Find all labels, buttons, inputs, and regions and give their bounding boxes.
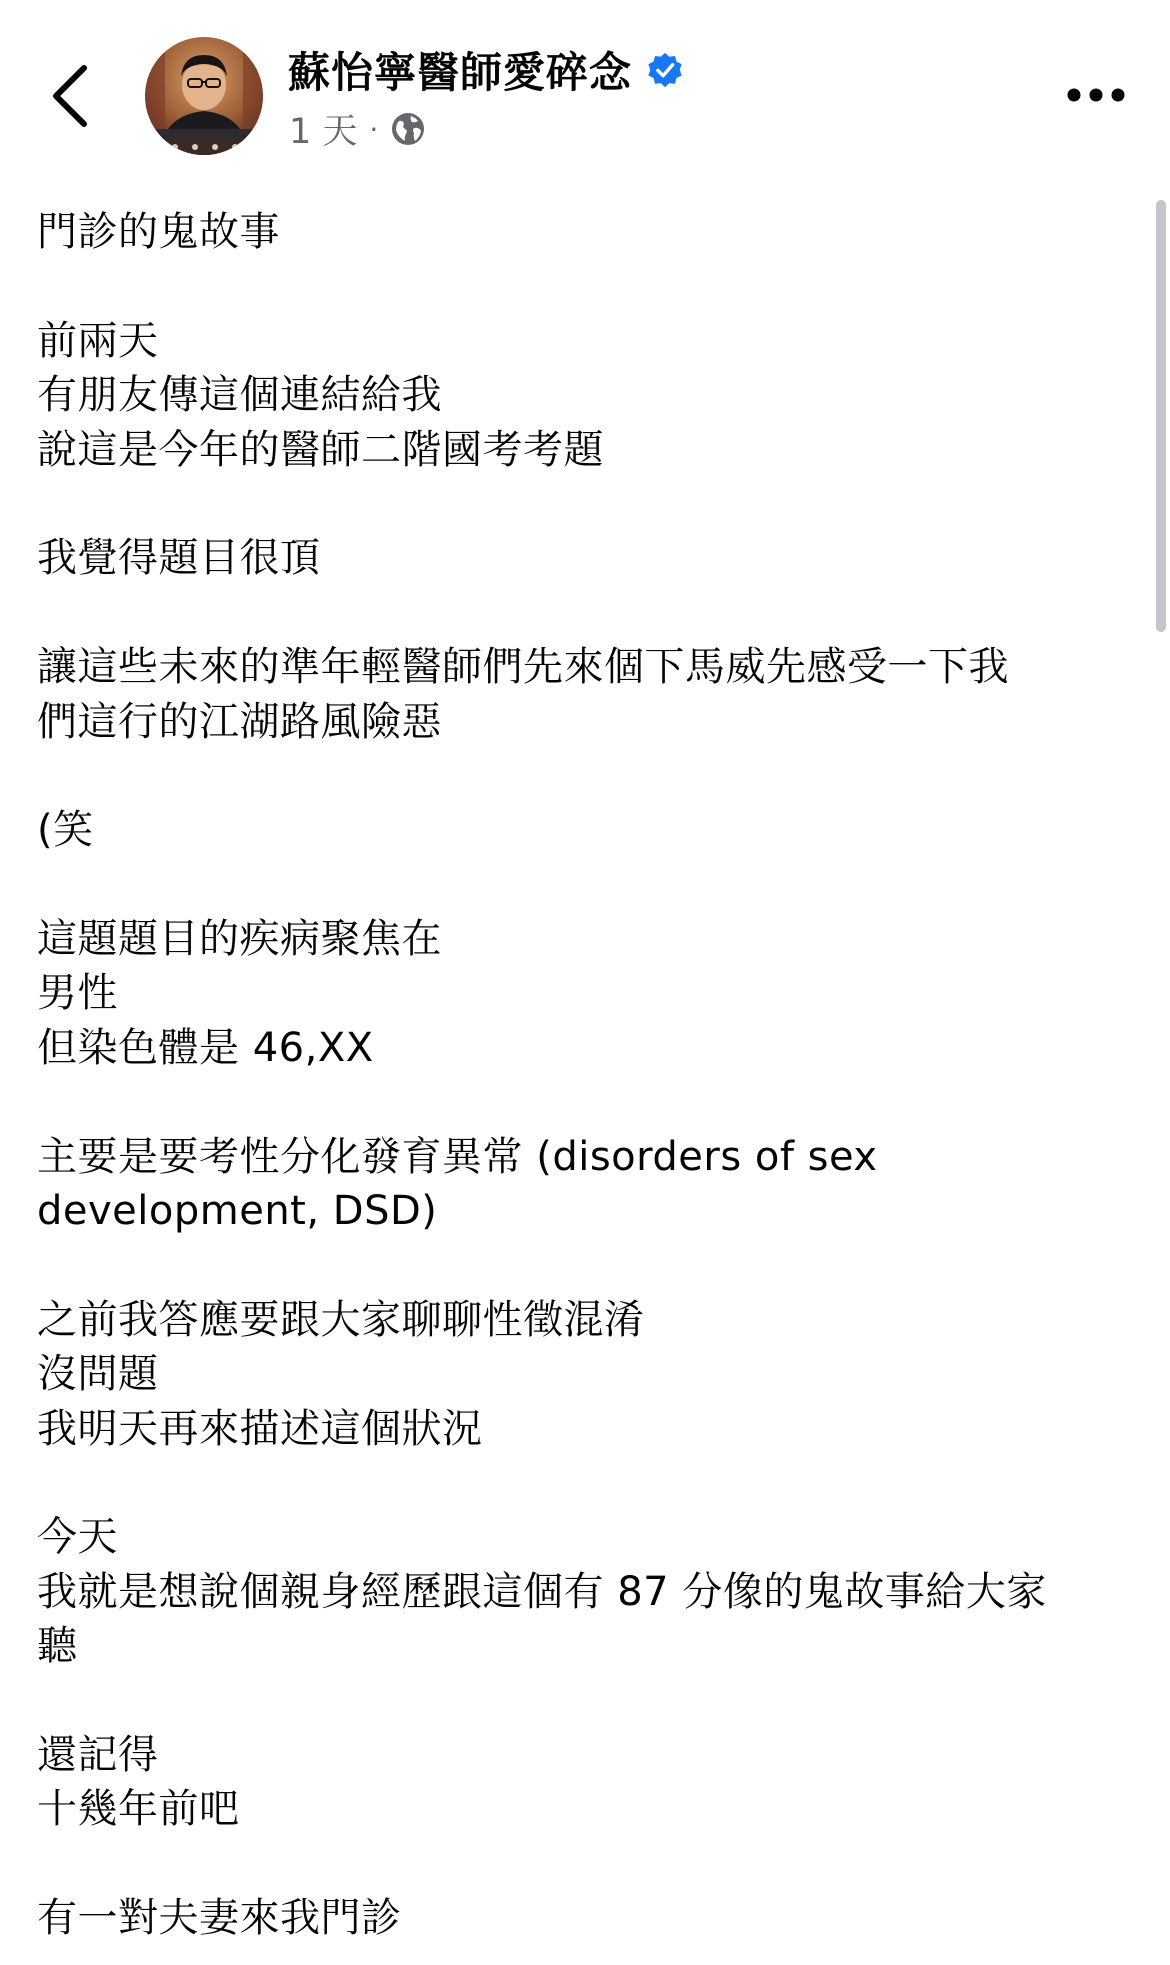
post-line	[37, 1456, 1137, 1510]
post-line	[37, 1238, 1137, 1292]
post-line: 主要是要考性分化發育異常 (disorders of sex	[37, 1133, 878, 1180]
post-line: 聽	[37, 1623, 78, 1670]
post-time[interactable]: 1 天	[289, 112, 358, 152]
avatar-photo	[145, 37, 263, 155]
post-line: 有朋友傳這個連結給我	[37, 372, 442, 419]
post-line: 這題題目的疾病聚焦在	[37, 916, 442, 963]
post-line: 我覺得題目很頂	[37, 535, 321, 582]
post-line: development, DSD)	[37, 1188, 438, 1235]
post-line	[37, 858, 1137, 912]
post-line: 沒問題	[37, 1351, 159, 1398]
post-line: 之前我答應要跟大家聊聊性徵混淆	[37, 1296, 645, 1343]
post-line	[37, 749, 1137, 803]
post-line: 有一對夫妻來我門診	[37, 1895, 402, 1942]
more-dots-icon	[1066, 87, 1126, 103]
verified-badge-icon	[646, 51, 684, 89]
page-name-row	[288, 40, 684, 100]
post-line	[37, 259, 1137, 313]
post-line: 們這行的江湖路風險惡	[37, 698, 442, 745]
post-line: 但染色體是 46,XX	[37, 1024, 374, 1071]
post-line: 我就是想說個親身經歷跟這個有 87 分像的鬼故事給大家	[37, 1568, 1047, 1615]
post-line	[37, 1075, 1137, 1129]
post-line	[37, 477, 1137, 531]
chevron-left-icon	[50, 64, 90, 128]
post-line: (笑	[37, 807, 94, 854]
post-header	[0, 0, 1170, 190]
more-options-button[interactable]	[1060, 70, 1132, 120]
post-text	[37, 205, 1137, 1965]
post-line	[37, 586, 1137, 640]
post-line	[37, 1837, 1137, 1891]
post-line: 還記得	[37, 1731, 159, 1778]
meta-separator: ·	[369, 112, 379, 146]
post-line: 前兩天	[37, 317, 159, 364]
post-line	[37, 1674, 1137, 1728]
post-line: 門診的鬼故事	[37, 209, 280, 255]
scrollbar[interactable]	[1156, 200, 1166, 632]
avatar[interactable]	[145, 37, 263, 155]
page-name[interactable]: 蘇怡寧醫師愛碎念	[288, 48, 633, 97]
post-meta	[289, 104, 426, 154]
post-line: 我明天再來描述這個狀況	[37, 1405, 483, 1452]
post-line: 今天	[37, 1514, 118, 1561]
post-line: 十幾年前吧	[37, 1786, 240, 1833]
globe-icon	[390, 111, 426, 147]
back-button[interactable]	[38, 58, 102, 134]
post-line: 讓這些未來的準年輕醫師們先來個下馬威先感受一下我	[37, 644, 1009, 691]
post-line: 說這是今年的醫師二階國考考題	[37, 426, 604, 473]
post-line: 男性	[37, 970, 118, 1017]
